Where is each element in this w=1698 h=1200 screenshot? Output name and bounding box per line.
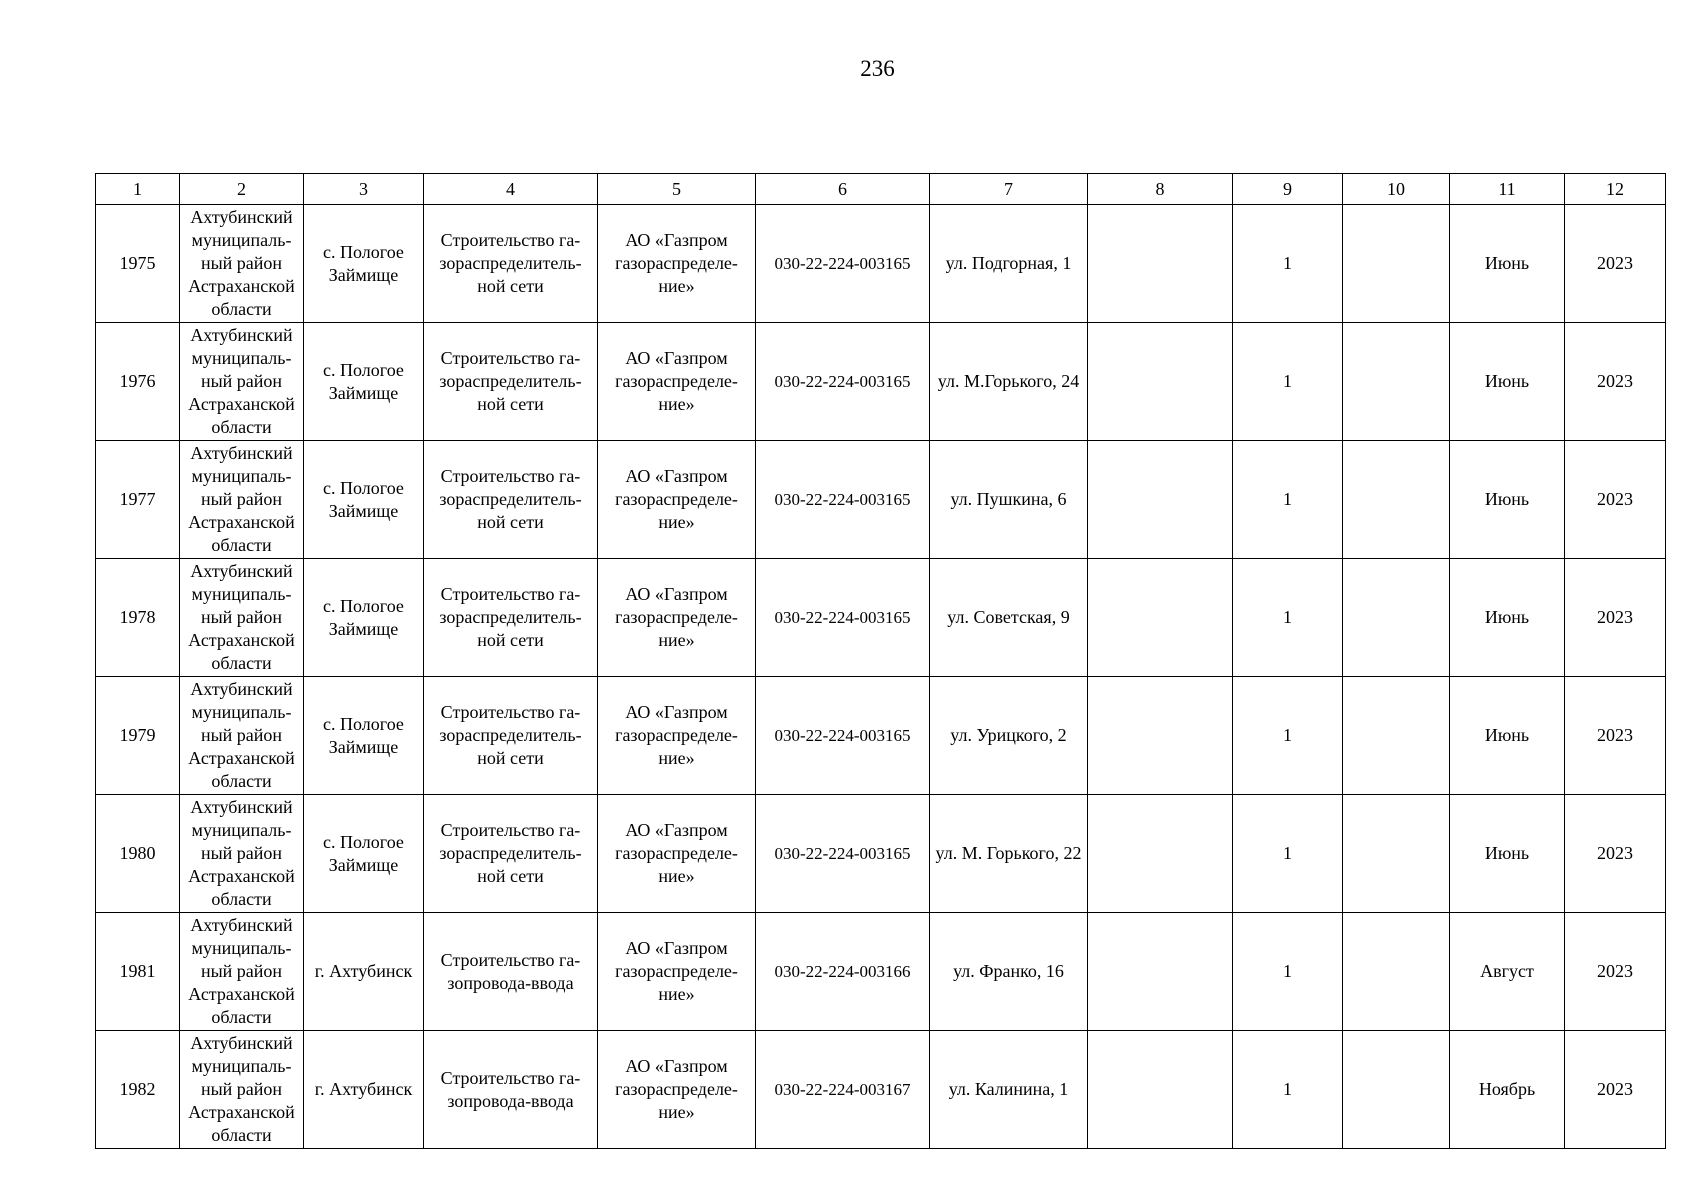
table-row — [96, 441, 1666, 559]
table-body — [96, 205, 1666, 1149]
object-code-cell: 030-22-224-003165 — [756, 205, 930, 323]
address-cell: ул. Франко, 16 — [930, 913, 1088, 1031]
address-cell: ул. Калинина, 1 — [930, 1031, 1088, 1149]
column-10-cell — [1343, 205, 1450, 323]
table-row — [96, 323, 1666, 441]
column-header: 10 — [1343, 174, 1450, 205]
district-cell: Ахтубинский муниципаль-ный район Астраханской области — [180, 1031, 304, 1149]
column-10-cell — [1343, 677, 1450, 795]
year-cell: 2023 — [1565, 913, 1666, 1031]
organization-cell: АО «Газпром газораспределе-ние» — [598, 1031, 756, 1149]
year-cell: 2023 — [1565, 795, 1666, 913]
column-8-cell — [1088, 677, 1233, 795]
column-9-cell: 1 — [1233, 323, 1343, 441]
row-number-cell: 1981 — [96, 913, 180, 1031]
settlement-cell: с. Пологое Займище — [304, 795, 424, 913]
month-cell: Июнь — [1450, 323, 1565, 441]
address-cell: ул. Пушкина, 6 — [930, 441, 1088, 559]
column-8-cell — [1088, 559, 1233, 677]
column-10-cell — [1343, 323, 1450, 441]
organization-cell: АО «Газпром газораспределе-ние» — [598, 795, 756, 913]
row-number-cell: 1979 — [96, 677, 180, 795]
column-8-cell — [1088, 441, 1233, 559]
column-header: 5 — [598, 174, 756, 205]
column-header: 3 — [304, 174, 424, 205]
object-code-cell: 030-22-224-003167 — [756, 1031, 930, 1149]
row-number-cell: 1975 — [96, 205, 180, 323]
work-type-cell: Строительство га-зораспределитель-ной сети — [424, 559, 598, 677]
column-9-cell: 1 — [1233, 795, 1343, 913]
year-cell: 2023 — [1565, 323, 1666, 441]
column-header: 1 — [96, 174, 180, 205]
year-cell: 2023 — [1565, 677, 1666, 795]
address-cell: ул. М.Горького, 24 — [930, 323, 1088, 441]
settlement-cell: с. Пологое Займище — [304, 323, 424, 441]
district-cell: Ахтубинский муниципаль-ный район Астраханской области — [180, 559, 304, 677]
column-header: 4 — [424, 174, 598, 205]
organization-cell: АО «Газпром газораспределе-ние» — [598, 323, 756, 441]
column-header: 7 — [930, 174, 1088, 205]
year-cell: 2023 — [1565, 441, 1666, 559]
address-cell: ул. Подгорная, 1 — [930, 205, 1088, 323]
column-9-cell: 1 — [1233, 205, 1343, 323]
page-number: 236 — [860, 56, 895, 81]
month-cell: Июнь — [1450, 205, 1565, 323]
table-row — [96, 677, 1666, 795]
register-table — [95, 173, 1666, 1149]
month-cell: Июнь — [1450, 795, 1565, 913]
column-8-cell — [1088, 323, 1233, 441]
column-header: 12 — [1565, 174, 1666, 205]
table-row — [96, 205, 1666, 323]
table-row — [96, 913, 1666, 1031]
table-row — [96, 559, 1666, 677]
column-10-cell — [1343, 1031, 1450, 1149]
month-cell: Июнь — [1450, 559, 1565, 677]
work-type-cell: Строительство га-зопровода-ввода — [424, 1031, 598, 1149]
column-9-cell: 1 — [1233, 677, 1343, 795]
column-9-cell: 1 — [1233, 913, 1343, 1031]
address-cell: ул. Урицкого, 2 — [930, 677, 1088, 795]
column-10-cell — [1343, 795, 1450, 913]
column-9-cell: 1 — [1233, 1031, 1343, 1149]
work-type-cell: Строительство га-зораспределитель-ной сети — [424, 323, 598, 441]
settlement-cell: с. Пологое Займище — [304, 677, 424, 795]
settlement-cell: с. Пологое Займище — [304, 441, 424, 559]
month-cell: Август — [1450, 913, 1565, 1031]
organization-cell: АО «Газпром газораспределе-ние» — [598, 913, 756, 1031]
settlement-cell: с. Пологое Займище — [304, 205, 424, 323]
column-10-cell — [1343, 913, 1450, 1031]
object-code-cell: 030-22-224-003165 — [756, 677, 930, 795]
column-header: 8 — [1088, 174, 1233, 205]
row-number-cell: 1978 — [96, 559, 180, 677]
column-9-cell: 1 — [1233, 559, 1343, 677]
district-cell: Ахтубинский муниципаль-ный район Астраханской области — [180, 205, 304, 323]
row-number-cell: 1976 — [96, 323, 180, 441]
work-type-cell: Строительство га-зораспределитель-ной сети — [424, 677, 598, 795]
month-cell: Июнь — [1450, 441, 1565, 559]
column-10-cell — [1343, 559, 1450, 677]
object-code-cell: 030-22-224-003166 — [756, 913, 930, 1031]
column-8-cell — [1088, 913, 1233, 1031]
address-cell: ул. Советская, 9 — [930, 559, 1088, 677]
work-type-cell: Строительство га-зораспределитель-ной сети — [424, 795, 598, 913]
district-cell: Ахтубинский муниципаль-ный район Астраханской области — [180, 441, 304, 559]
work-type-cell: Строительство га-зораспределитель-ной сети — [424, 205, 598, 323]
organization-cell: АО «Газпром газораспределе-ние» — [598, 677, 756, 795]
column-header: 6 — [756, 174, 930, 205]
header-row — [96, 174, 1666, 205]
column-header: 11 — [1450, 174, 1565, 205]
district-cell: Ахтубинский муниципаль-ный район Астраханской области — [180, 795, 304, 913]
month-cell: Июнь — [1450, 677, 1565, 795]
organization-cell: АО «Газпром газораспределе-ние» — [598, 441, 756, 559]
column-8-cell — [1088, 795, 1233, 913]
organization-cell: АО «Газпром газораспределе-ние» — [598, 205, 756, 323]
month-cell: Ноябрь — [1450, 1031, 1565, 1149]
column-9-cell: 1 — [1233, 441, 1343, 559]
year-cell: 2023 — [1565, 559, 1666, 677]
district-cell: Ахтубинский муниципаль-ный район Астраханской области — [180, 913, 304, 1031]
table-row — [96, 1031, 1666, 1149]
year-cell: 2023 — [1565, 205, 1666, 323]
object-code-cell: 030-22-224-003165 — [756, 323, 930, 441]
object-code-cell: 030-22-224-003165 — [756, 559, 930, 677]
table-row — [96, 795, 1666, 913]
settlement-cell: г. Ахтубинск — [304, 913, 424, 1031]
column-8-cell — [1088, 1031, 1233, 1149]
settlement-cell: г. Ахтубинск — [304, 1031, 424, 1149]
work-type-cell: Строительство га-зораспределитель-ной сети — [424, 441, 598, 559]
column-header: 2 — [180, 174, 304, 205]
row-number-cell: 1977 — [96, 441, 180, 559]
object-code-cell: 030-22-224-003165 — [756, 795, 930, 913]
column-8-cell — [1088, 205, 1233, 323]
district-cell: Ахтубинский муниципаль-ный район Астраханской области — [180, 677, 304, 795]
year-cell: 2023 — [1565, 1031, 1666, 1149]
work-type-cell: Строительство га-зопровода-ввода — [424, 913, 598, 1031]
object-code-cell: 030-22-224-003165 — [756, 441, 930, 559]
column-10-cell — [1343, 441, 1450, 559]
settlement-cell: с. Пологое Займище — [304, 559, 424, 677]
organization-cell: АО «Газпром газораспределе-ние» — [598, 559, 756, 677]
column-header: 9 — [1233, 174, 1343, 205]
row-number-cell: 1982 — [96, 1031, 180, 1149]
district-cell: Ахтубинский муниципаль-ный район Астраханской области — [180, 323, 304, 441]
row-number-cell: 1980 — [96, 795, 180, 913]
address-cell: ул. М. Горького, 22 — [930, 795, 1088, 913]
